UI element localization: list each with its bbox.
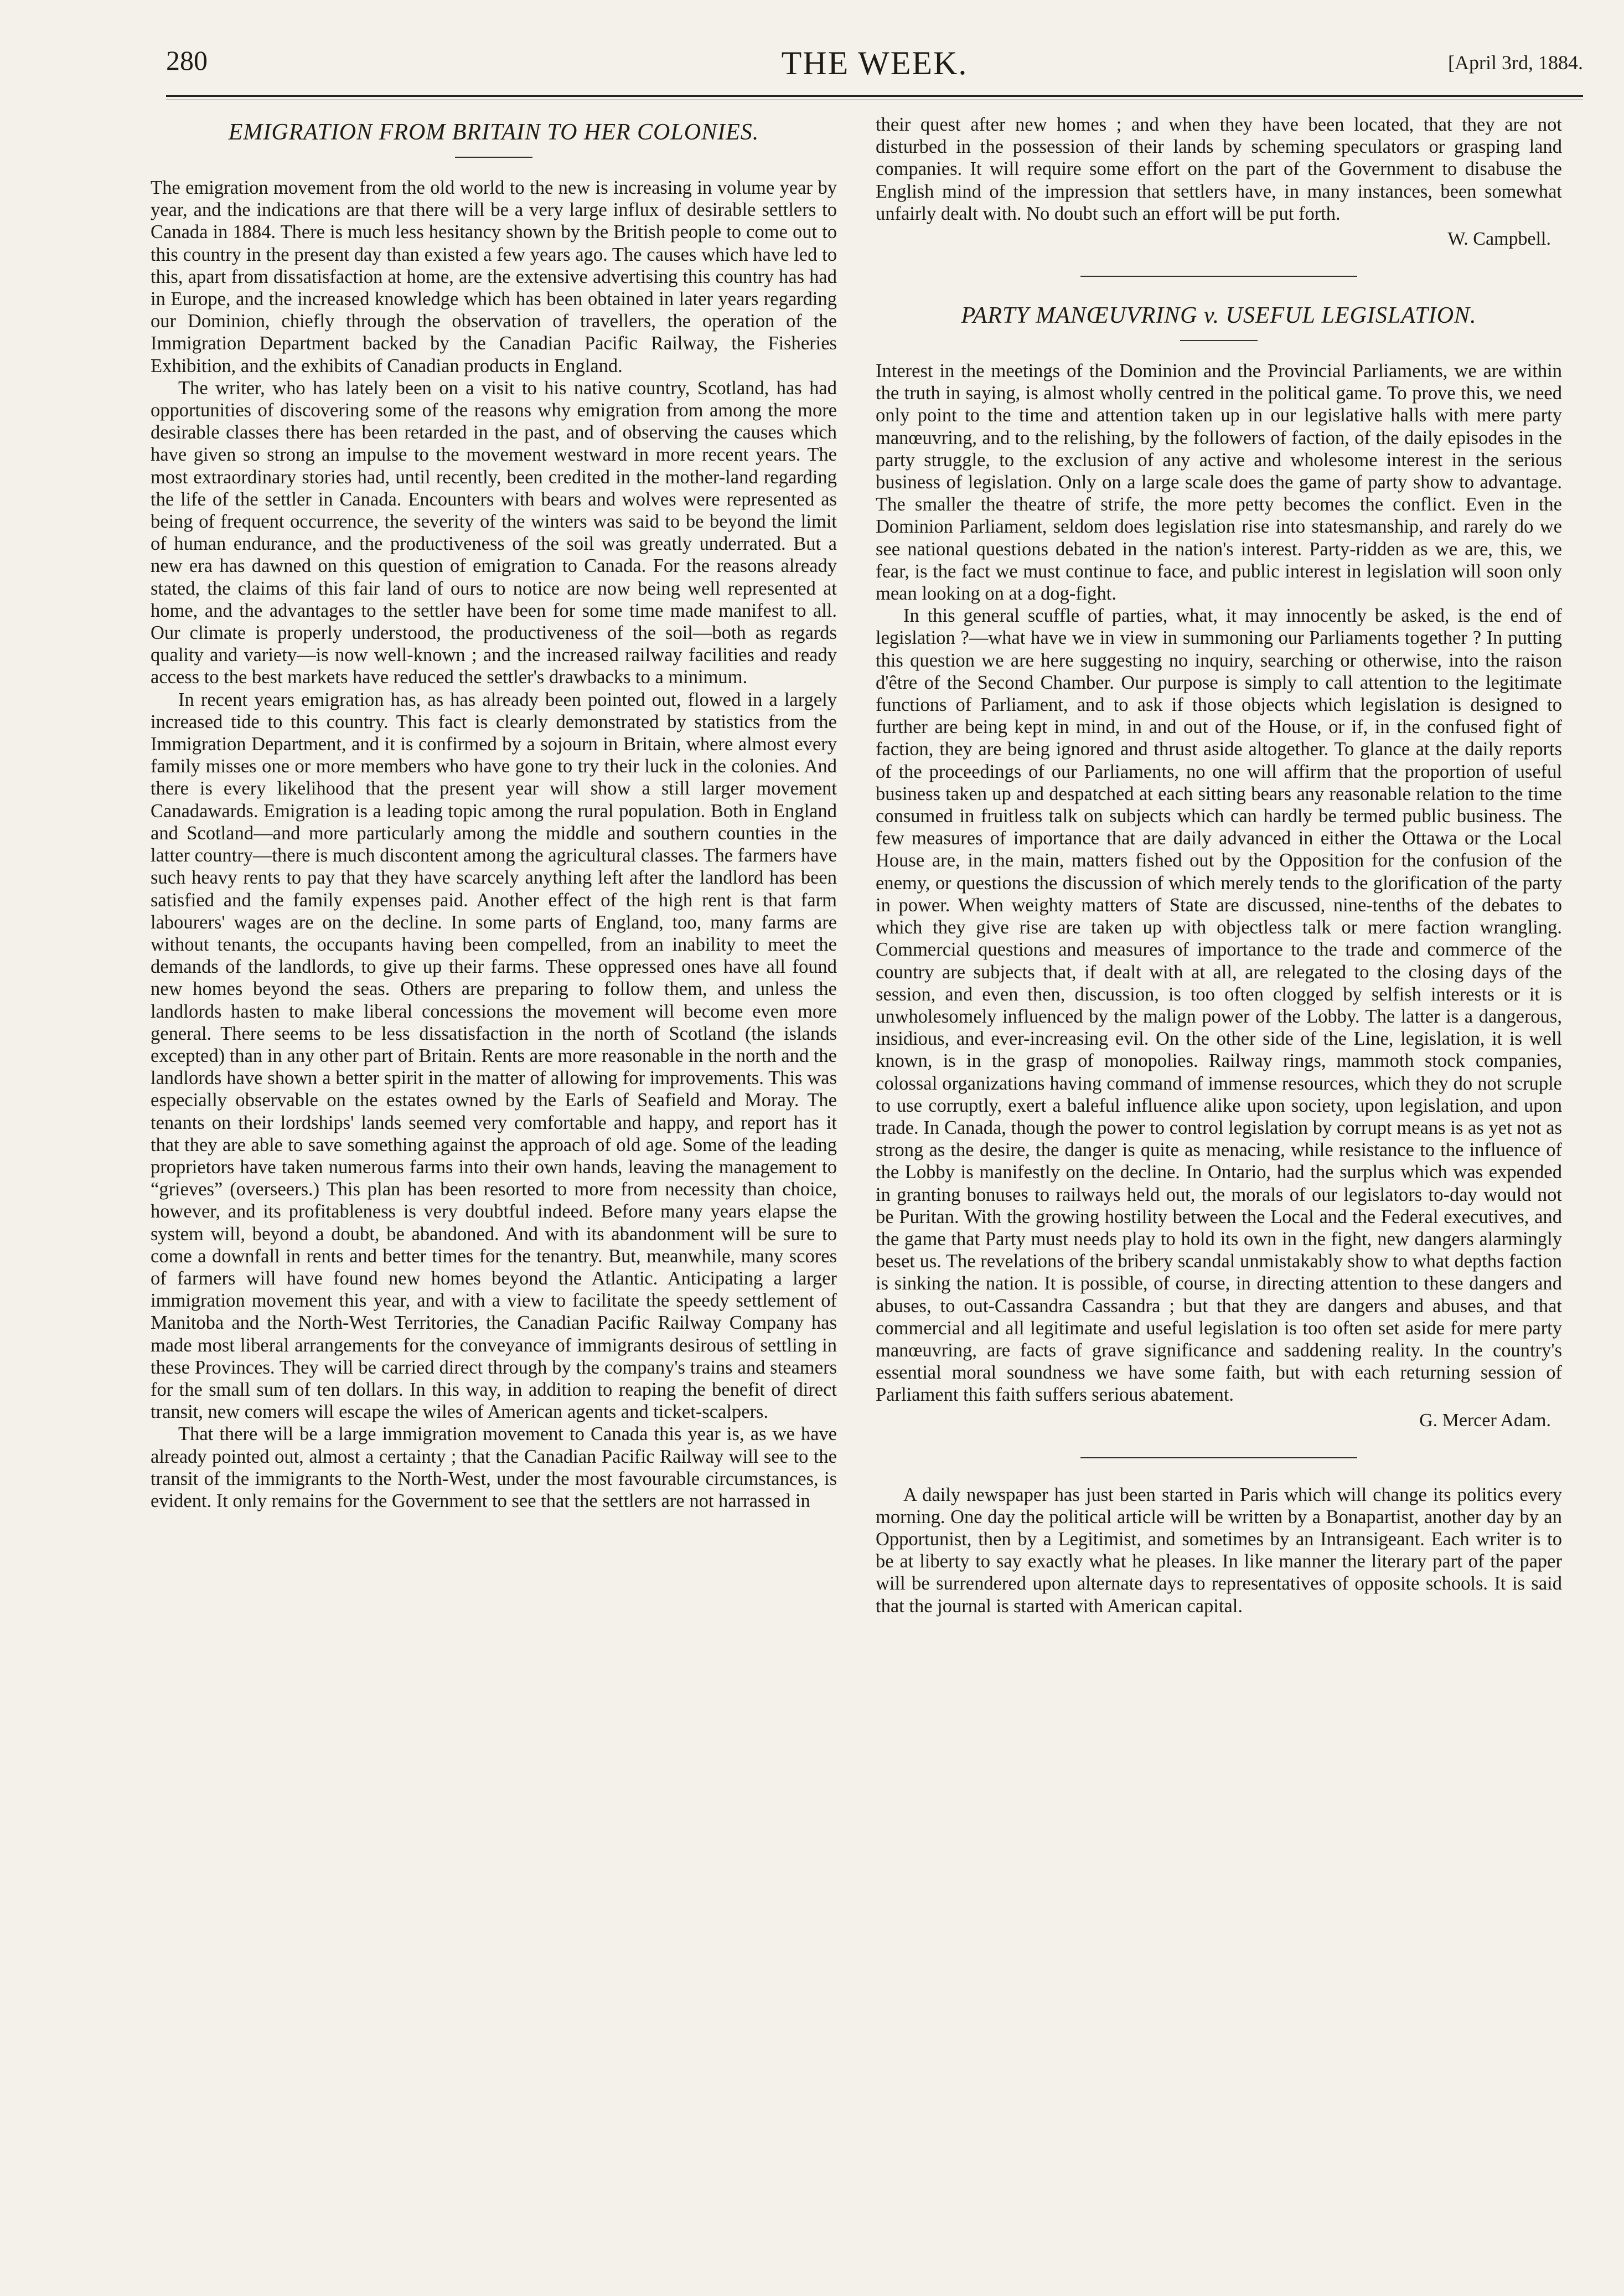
paragraph: Interest in the meetings of the Dominion and the Provincial Parliaments, we are within the truth in saying, is almost wholly centred in the political game. To prove this, we need only point to the time and attention taken up in our legislative halls with mere party manœuvring, and to the relishing, by the followers of faction, of the daily episodes in the party struggle, to the exclusion of any active and wholesome interest in the serious business of legislation. Only on a large scale does the game of party show to advantage. The smaller the theatre of strife, the more petty becomes the conflict. Even in the Dominion Parliament, seldom does legislation rise into statesmanship, and rarely do we see national questions debated in the nation's interest. Party-ridden as we are, this, we fear, is the fact we must continue to face, and public interest in legislation will soon only mean looking on at a dog-fight. (876, 360, 1562, 605)
right-column (876, 113, 1562, 1617)
article-title-emigration: EMIGRATION FROM BRITAIN TO HER COLONIES. (228, 120, 759, 145)
article-separator (1080, 1457, 1357, 1458)
paragraph: The emigration movement from the old world to the new is increasing in volume year by year, and the indications are that there will be a very large influx of desirable settlers to Canada in 1884. There is much less hesitancy shown by the British people to come out to this country in the present day than existed a few years ago. The causes which have led to this, apart from dissatisfaction at home, are the extensive advertising this country has had in Europe, and the increased knowledge which has been obtained in later years regarding our Dominion, chiefly through the observation of travellers, the operation of the Immigration Department backed by the Canadian Pacific Railway, the Fisheries Exhibition, and the exhibits of Canadian products in England. (151, 177, 837, 376)
journal-title: THE WEEK. (781, 45, 968, 81)
paragraph-paris-newspaper: A daily newspaper has just been started in Paris which will change its politics every morning. One day the political article will be written by a Bonapartist, another day by an Opportunist, then by a Legitimist, and sometimes by an Intransigeant. Each writer is to be at liberty to say exactly what he pleases. In like manner the literary part of the paper will be surrendered upon alternate days to representatives of opposite schools. It is said that the journal is started with American capital. (876, 1484, 1562, 1617)
title-rule (1180, 340, 1258, 341)
paragraph-continued: their quest after new homes ; and when they have been located, that they are not disturbed in the possession of their lands by scheming speculators or grasping land companies. It will require some effort on the part of the Government to disabuse the English mind of the impression that settlers have, in many instances, been somewhat unfairly dealt with. No doubt such an effort will be put forth. (876, 114, 1562, 224)
paragraph: That there will be a large immigration movement to Canada this year is, as we have already pointed out, almost a certainty ; that the Canadian Pacific Railway will see to the transit of the immigrants to the North-West, under the most favourable circumstances, is evident. It only remains for the Government to see that the settlers are not harrassed in (151, 1423, 837, 1511)
signature-adam: G. Mercer Adam. (1419, 1410, 1551, 1431)
signature-campbell: W. Campbell. (1447, 229, 1551, 250)
issue-date: [April 3rd, 1884. (1448, 51, 1583, 74)
article-title-party: PARTY MANŒUVRING v. USEFUL LEGISLATION. (961, 303, 1477, 329)
left-column (151, 113, 837, 1512)
article-separator (1080, 276, 1357, 277)
page-number: 280 (166, 45, 208, 76)
masthead-rule-thick (166, 95, 1583, 97)
paragraph: In recent years emigration has, as has already been pointed out, flowed in a largely increased tide to this country. This fact is clearly demonstrated by statistics from the Immigration Department, and it is confirmed by a sojourn in Britain, where almost every family misses one or more members who have gone to try their luck in the colonies. And there is every likelihood that the present year will show a still larger movement Canadawards. Emigration is a leading topic among the rural population. Both in England and Scotland—and more particularly among the middle and southern counties in the latter country—there is much discontent among the agricultural classes. The farmers have such heavy rents to pay that they have scarcely anything left after the landlord has been satisfied and the family expenses paid. Another effect of the high rent is that farm labourers' wages are on the decline. In some parts of England, too, many farms are without tenants, the occupants having been compelled, from an inability to meet the demands of the landlords, to give up their farms. These oppressed ones have all found new homes beyond the seas. Others are preparing to follow them, and unless the landlords hasten to make liberal concessions the movement will become even more general. There seems to be less dissatisfaction in the north of Scotland (the islands excepted) than in any other part of Britain. Rents are more reasonable in the north and the landlords have shown a better spirit in the matter of allowing for improvements. This was especially observable on the estates owned by the Earls of Seafield and Moray. The tenants on their lordships' lands seemed very comfortable and happy, and report has it that they are able to save something against the approach of old age. Some of the leading proprietors have taken numerous farms into their own hands, leaving the management to “grieves” (overseers.) This plan has been resorted to more from necessity than choice, however, and its profitableness is very doubtful indeed. Before many years elapse the system will, beyond a doubt, be abandoned. And with its abandonment will be sure to come a downfall in rents and better times for the tenantry. But, meanwhile, many scores of farmers will have found new homes beyond the Atlantic. Anticipating a larger immigration movement this year, and with a view to facilitate the speedy settlement of Manitoba and the North-West Territories, the Canadian Pacific Railway Company has made most liberal arrangements for the conveyance of immigrants desirous of settling in these Provinces. They will be carried direct through by the company's trains and steamers for the small sum of ten dollars. In this way, in addition to reaping the benefit of direct transit, new comers will escape the wiles of American agents and ticket-scalpers. (151, 689, 837, 1423)
paragraph: The writer, who has lately been on a visit to his native country, Scotland, has had opportunities of discovering some of the reasons why emigration from among the more desirable classes there has been retarded in the past, and of observing the causes which have given so strong an impulse to the movement westward in more recent years. The most extraordinary stories had, until recently, been credited in the mother-land regarding the life of the settler in Canada. Encounters with bears and wolves were represented as being of frequent occurrence, the severity of the winters was said to be beyond the limit of human endurance, and the productiveness of the soil was greatly underrated. But a new era has dawned on this question of emigration to Canada. For the reasons already stated, the claims of this fair land of ours to notice are now being well represented at home, and the advantages to the settler have been for some time made manifest to all. Our climate is properly understood, the productiveness of the soil—both as regards quality and variety—is now well-known ; and the increased railway facilities and ready access to the best markets have reduced the settler's drawbacks to a minimum. (151, 377, 837, 688)
masthead (166, 44, 1583, 94)
paragraph: In this general scuffle of parties, what, it may innocently be asked, is the end of legislation ?—what have we in view in summoning our Parliaments together ? In putting this question we are here suggesting no inquiry, searching or otherwise, into the raison d'être of the Second Chamber. Our purpose is simply to call attention to the legitimate functions of Parliament, and to ask if those objects which legislation is designed to further are being kept in mind, in and out of the House, or if, in the confused fight of faction, they are being ignored and thrust aside altogether. To glance at the daily reports of the proceedings of our Parliaments, no one will affirm that the proportion of useful business taken up and despatched at each sitting bears any reasonable relation to the time consumed in fruitless talk on subjects which can hardly be termed public business. The few measures of importance that are daily advanced in either the Ottawa or the Local House are, in the main, matters fished out by the Opposition for the confusion of the enemy, or questions the discussion of which merely tends to the glorification of the party in power. When weighty matters of State are discussed, nine-tenths of the debates to which they give rise are taken up with objectless talk or mere faction wrangling. Commercial questions and measures of importance to the trade and commerce of the country are subjects that, if dealt with at all, are relegated to the closing days of the session, and even then, discussion, is too often clogged by selfish interests or it is unwholesomely influenced by the malign power of the Lobby. The latter is a dangerous, insidious, and ever-increasing evil. On the other side of the Line, legislation, it is well known, is in the grasp of monopolies. Railway rings, mammoth stock companies, colossal organizations having command of immense resources, which they do not scruple to use corruptly, exert a baleful influence alike upon society, upon legislation, and upon trade. In Canada, though the power to control legislation by corrupt means is as yet not as strong as the desire, the danger is quite as menacing, while resistance to the influence of the Lobby is manifestly on the decline. In Ontario, had the surplus which was expended in granting bonuses to railways held out, the morals of our legislators to-day would not be Puritan. With the growing hostility between the Local and the Federal executives, and the game that Party must needs play to hold its own in the fight, new dangers alarmingly beset us. The revelations of the bribery scandal unmistakably show to what depths faction is sinking the nation. It is possible, of course, in directing attention to these dangers and abuses, to out-Cassandra Cassandra ; but that they are dangers and abuses, and that commercial and all legitimate and useful legislation is too often set aside for mere party manœuvring, are facts of grave significance and saddening reality. In the country's essential moral soundness we have some faith, but with each returning session of Parliament this faith suffers serious abatement. (876, 605, 1562, 1406)
title-rule (455, 157, 532, 158)
